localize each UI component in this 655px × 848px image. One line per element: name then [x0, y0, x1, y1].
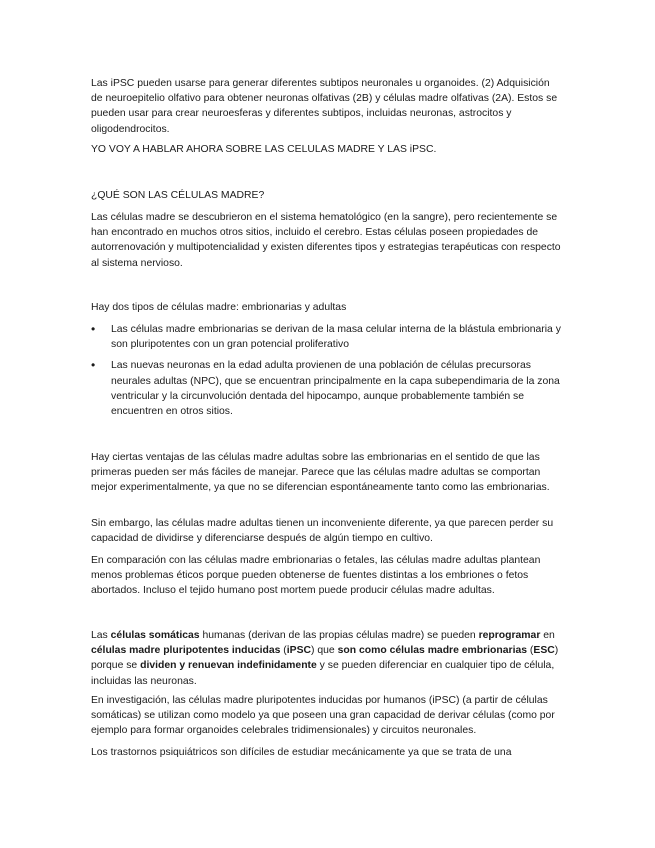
bold-span: células madre pluripotentes inducidas: [91, 645, 281, 657]
paragraph-announcement: YO VOY A HABLAR AHORA SOBRE LAS CELULAS MADRE Y LAS iPSC.: [91, 144, 437, 155]
bold-span: son como células madre embrionarias: [337, 645, 528, 657]
bullet-icon: •: [91, 358, 96, 373]
paragraph-research-model: En investigación, las células madre pluripotentes inducidas por humanos (iPSC) (a partir de células somáticas) se utilizan como modelo ya que poseen una gran capacidad de derivar células (como por ejemplo para formar organoides celebrales tridimensionales) y circuitos neuronales.: [91, 695, 555, 737]
paragraph-adult-advantages: Hay ciertas ventajas de las células madre adultas sobre las embrionarias en el sentido de que las primeras pueden ser más fáciles de manejar. Parece que las células madre adultas se comportan mejor experimentalmente, ya que no se diferencian espontáneamente tanto como las embrionarias.: [91, 452, 550, 494]
paragraph-adult-drawback: Sin embargo, las células madre adultas tienen un inconveniente diferente, ya que parecen perder su capacidad de dividirse y diferenciarse después de algún tiempo en cultivo.: [91, 518, 554, 545]
bold-span: reprogramar: [478, 630, 541, 641]
paragraph-stem-cells-definition: Las células madre se descubrieron en el sistema hematológico (en la sangre), pero recientemente se han encontrado en muchos otros sitios, incluido el cerebro. Estas células poseen propiedades de autorrenovación y multipotencialidad y existen diferentes tipos y estrategias terapéuticas con respecto al sistema nervioso.: [91, 212, 561, 269]
text-span: en: [540, 630, 555, 641]
bold-span: dividen y renuevan indefinidamente: [140, 660, 317, 672]
paragraph-ethics: En comparación con las células madre embrionarias o fetales, las células madre adultas plantean menos problemas éticos porque pueden obtenerse de fuentes distintas a los embriones o fetos abortados. Incluso el tejido humano post mortem puede producir células madre adultas.: [91, 555, 541, 597]
paragraph-somatic-reprogramming: [91, 628, 563, 689]
text-span: ) que: [311, 645, 338, 657]
bold-span: iPSC: [286, 645, 312, 657]
bold-span: células somáticas: [110, 630, 200, 641]
text-span: (: [280, 645, 287, 657]
text-span: Las: [91, 630, 111, 641]
text-span: y se pueden diferenciar en cualquier tipo de célula, incluidas las neuronas.: [91, 660, 555, 687]
bold-span: ESC: [533, 645, 555, 657]
paragraph-ipsc-uses: Las iPSC pueden usarse para generar diferentes subtipos neuronales u organoides. (2) Adquisición de neuroepitelio olfativo para obtener neuronas olfativas (2B) y células madre olfativas (2A). Estos se pueden usar para crear neuroesferas y diferentes subtipos, incluidas neuronas, astrocitos y oligodendrocitos.: [91, 78, 558, 135]
paragraph-psychiatric-disorders: Los trastornos psiquiátricos son difíciles de estudiar mecánicamente ya que se trata de una: [91, 747, 512, 758]
text-span: ) porque se: [91, 645, 559, 672]
list-item-text: Las células madre embrionarias se derivan de la masa celular interna de la blástula embrionaria y son pluripotentes con un gran potencial proliferativo: [111, 324, 561, 351]
text-span: (: [527, 645, 534, 657]
text-span: humanas (derivan de las propias células madre) se pueden: [199, 630, 479, 641]
section-heading: ¿QUÉ SON LAS CÉLULAS MADRE?: [91, 190, 265, 201]
list-item: [91, 322, 563, 352]
list-item-text: Las nuevas neuronas en la edad adulta provienen de una población de células precursoras neurales adultas (NPC), que se encuentran principalmente en la capa subependimaria de la zona ventricular y la circunvolución dentada del hipocampo, aunque probablemente también se encuentren en otros sitios.: [111, 360, 560, 418]
bullet-list: [91, 322, 563, 419]
bullet-icon: •: [91, 322, 96, 336]
list-item: [91, 358, 563, 419]
paragraph-two-types: Hay dos tipos de células madre: embrionarias y adultas: [91, 302, 347, 313]
